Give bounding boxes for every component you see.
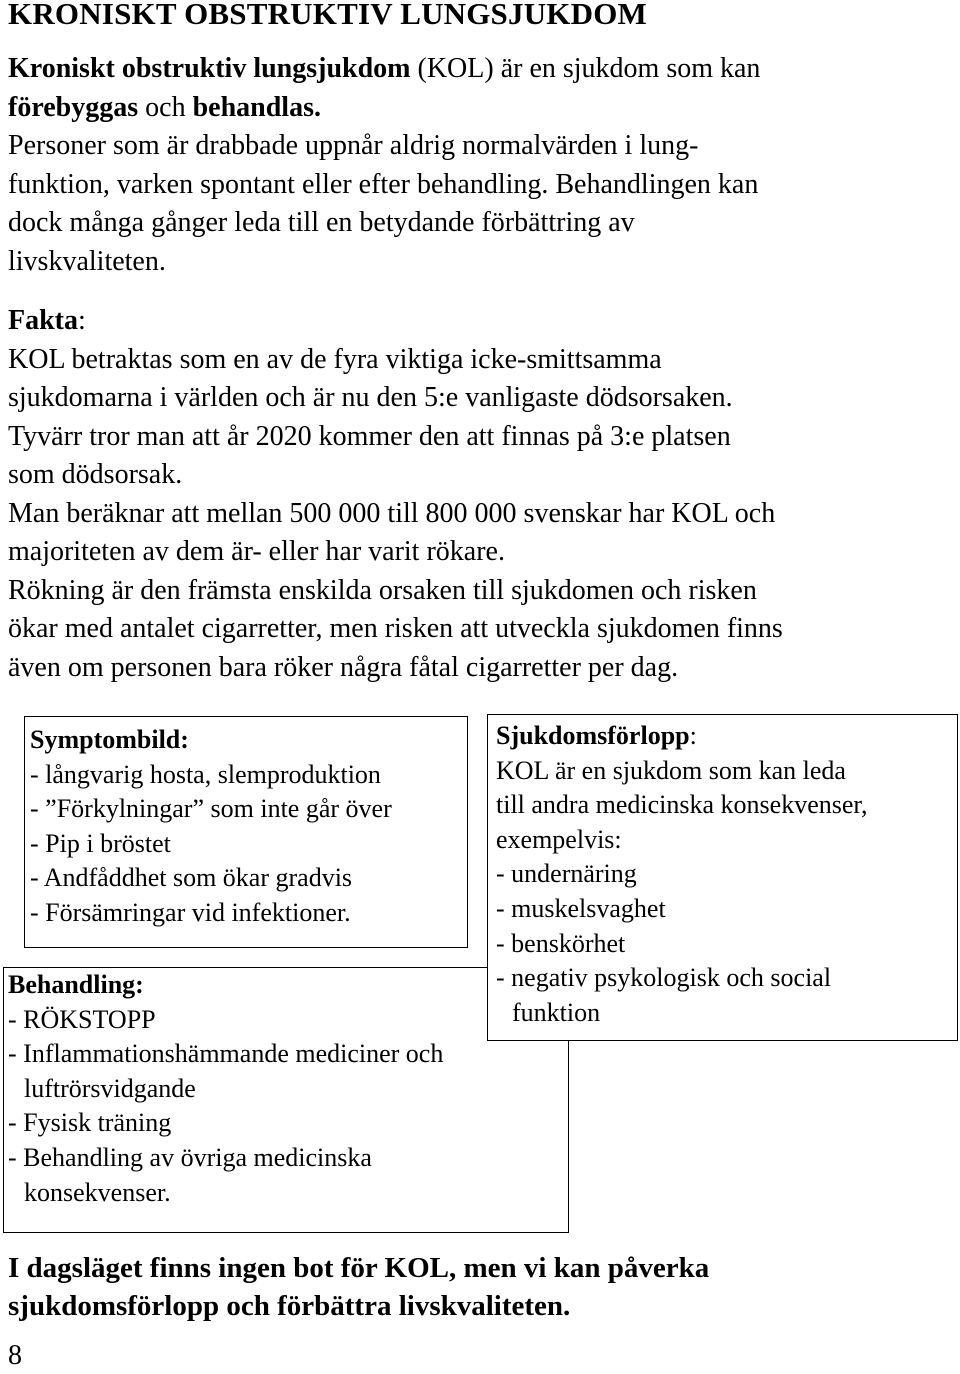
fakta-line: ökar med antalet cigarretter, men risken att utveckla sjukdomen finns (8, 613, 783, 644)
intro-text: (KOL) är en sjukdom som kan (410, 53, 761, 84)
symptom-item: - ”Förkylningar” som inte går över (30, 794, 392, 824)
fakta-line: sjukdomarna i världen och är nu den 5:e vanligaste dödsorsaken. (8, 382, 733, 413)
treatment-item: - RÖKSTOPP (8, 1004, 156, 1034)
course-item: - muskelsvaghet (496, 893, 666, 923)
fakta-line: även om personen bara röker några fåtal cigarretter per dag. (8, 651, 679, 683)
course-item: - undernäring (496, 859, 637, 889)
treatment-item-continuation: luftrörsvidgande (24, 1073, 196, 1103)
conclusion-line-1: I dagsläget finns ingen bot för KOL, men vi kan påverka (8, 1252, 710, 1284)
course-heading-colon: : (689, 721, 697, 750)
conclusion (8, 1249, 709, 1325)
disease-course-box (487, 714, 958, 1041)
term-kol: Kroniskt obstruktiv lungsjukdom (8, 53, 411, 84)
symptom-item: - Andfåddhet som ökar gradvis (30, 863, 353, 893)
course-item-continuation: funktion (512, 997, 601, 1027)
treatment-box (3, 967, 569, 1233)
fakta-line: majoriteten av dem är- eller har varit rökare. (8, 536, 505, 567)
symptom-item: - Försämringar vid infektioner. (30, 897, 351, 927)
intro-paragraph (8, 50, 760, 281)
fakta-line: Tyvärr tror man att år 2020 kommer den att finnas på 3:e platsen (8, 420, 731, 452)
fakta-line: som dödsorsak. (8, 459, 183, 490)
fakta-line: KOL betraktas som en av de fyra viktiga icke-smittsamma (8, 343, 662, 375)
course-heading-label: Sjukdomsförlopp (496, 721, 690, 750)
fakta-heading (8, 302, 783, 341)
symptom-box (24, 716, 468, 948)
intro-line-1 (8, 50, 760, 89)
course-heading (496, 719, 868, 754)
fakta-colon: : (78, 305, 86, 336)
course-line: exempelvis: (496, 824, 622, 854)
fakta-section (8, 302, 783, 687)
treatment-heading: Behandling: (8, 970, 144, 999)
course-line: till andra medicinska konsekvenser, (496, 790, 868, 820)
page-title: KRONISKT OBSTRUKTIV LUNGSJUKDOM (8, 0, 647, 31)
symptom-item: - långvarig hosta, slemproduktion (30, 759, 381, 789)
intro-line-5: dock många gånger leda till en betydande förbättring av (8, 207, 635, 238)
page-number: 8 (8, 1340, 22, 1371)
course-line: KOL är en sjukdom som kan leda (496, 755, 846, 785)
treatment-item: - Behandling av övriga medicinska (8, 1142, 372, 1172)
fakta-line: Man beräknar att mellan 500 000 till 800 000 svenskar har KOL och (8, 497, 776, 529)
term-forebyggas: förebyggas (8, 91, 139, 123)
intro-line-4: funktion, varken spontant eller efter behandling. Behandlingen kan (8, 168, 759, 200)
fakta-label: Fakta (8, 305, 78, 336)
conclusion-line-2: sjukdomsförlopp och förbättra livskvaliteten. (8, 1290, 571, 1322)
intro-line-2 (8, 89, 760, 128)
course-item: - benskörhet (496, 928, 626, 958)
treatment-item: - Fysisk träning (8, 1108, 172, 1138)
symptom-heading: Symptombild: (30, 725, 189, 754)
treatment-item: - Inflammationshämmande mediciner och (8, 1039, 444, 1069)
treatment-item-continuation: konsekvenser. (24, 1177, 171, 1207)
intro-line-6: livskvaliteten. (8, 245, 166, 277)
symptom-item: - Pip i bröstet (30, 828, 171, 858)
course-item: - negativ psykologisk och social (496, 963, 832, 993)
intro-line-3: Personer som är drabbade uppnår aldrig normalvärden i lung- (8, 130, 699, 161)
intro-connector: och (138, 91, 193, 123)
term-behandlas: behandlas. (192, 91, 321, 123)
fakta-line: Rökning är den främsta enskilda orsaken till sjukdomen och risken (8, 574, 757, 606)
